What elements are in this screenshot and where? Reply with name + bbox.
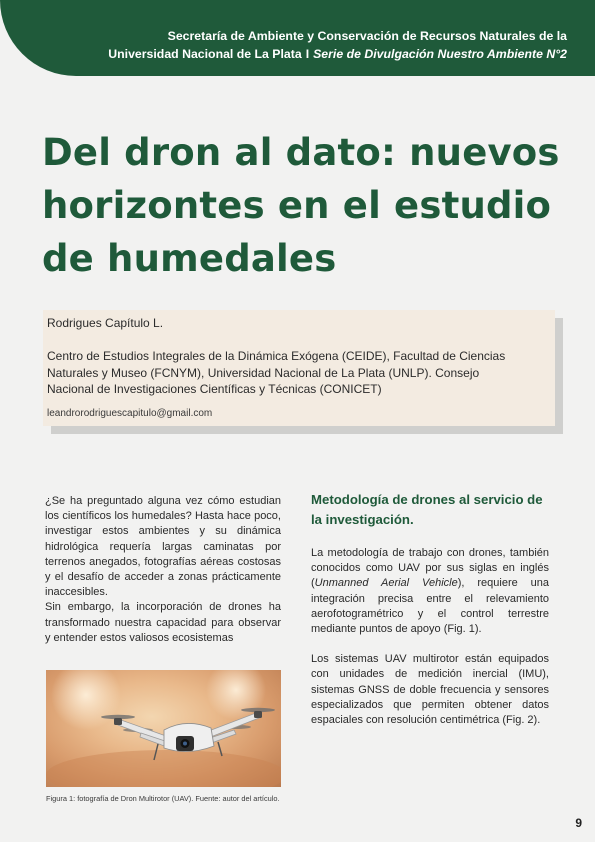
header-line-2 (47, 45, 567, 63)
methodology-section (311, 490, 549, 530)
methodology-paragraph-2: Los sistemas UAV multirotor están equipados con unidades de medición inercial (IMU), sistemas GNSS de doble frecuencia y sensores especializados que permiten obtener datos espaciales con resolución centimétrica (Fig. 2). (311, 653, 549, 727)
figure-caption: Figura 1: fotografía de Dron Multirotor (UAV). Fuente: autor del artículo. (46, 794, 280, 803)
drone-photo (46, 670, 281, 787)
header-line-1: Secretaría de Ambiente y Conservación de Recursos Naturales de la (167, 29, 567, 43)
p1-after: ), requiere una integración precisa entre el relevamiento aerofotogramétrico y el control terrestre mediante puntos de apoyo (Fig. 1). (311, 577, 549, 636)
intro-paragraph-2: Sin embargo, la incorporación de drones ha transformado nuestra capacidad para observar y entender estos valiosos ecosistemas (45, 601, 281, 644)
author-email[interactable]: leandrorodriguescapitulo@gmail.com (47, 408, 213, 419)
page-number: 9 (575, 816, 582, 830)
methodology-paragraph-1 (311, 546, 549, 637)
author-name: Rodrigues Capítulo L. (47, 316, 164, 330)
header-separator: I (305, 47, 310, 61)
header-series: Serie de Divulgación Nuestro Ambiente N°2 (313, 47, 567, 61)
p1-before: La metodología de trabajo con drones, también conocidos como UAV por sus siglas en inglés ( (311, 547, 549, 590)
methodology-text (311, 546, 549, 728)
author-box (43, 310, 555, 426)
section-title: Metodología de drones al servicio de la investigación. (311, 492, 543, 527)
header-university: Universidad Nacional de La Plata (108, 47, 302, 61)
header-institution (47, 27, 567, 63)
intro-text (45, 494, 281, 646)
article-title: Del dron al dato: nuevos horizontes en el estudio de humedales (42, 131, 560, 280)
author-affiliation: Centro de Estudios Integrales de la Dinámica Exógena (CEIDE), Facultad de Ciencias Naturales y Museo (FCNYM), Universidad Nacional de La Plata (UNLP). Consejo Nacional de Investigaciones Científicas y Técnicas (CONICET) (47, 349, 506, 396)
drone-illustration (46, 670, 281, 787)
p1-italic: Unmanned Aerial Vehicle (314, 577, 458, 590)
intro-paragraph-1: ¿Se ha preguntado alguna vez cómo estudian los científicos los humedales? Hasta hace poco, investigar estos ambientes y su dinámica hidrológica requería largas caminatas por terrenos anegados, fotografías aéreas costosas y el desafío de acceder a zonas prácticamente inaccesibles. (45, 495, 281, 599)
